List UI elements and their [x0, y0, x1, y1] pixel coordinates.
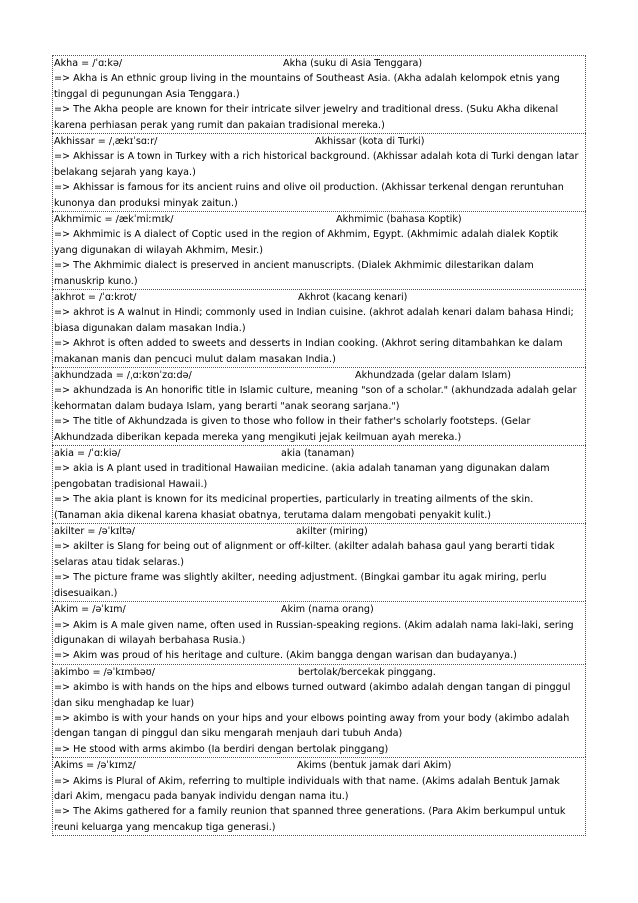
example-line: => Akim is A male given name, often used in Russian-speaking regions. (Akim adalah nama laki-laki, sering: [54, 619, 574, 631]
example-line: manuskrip kuno.): [54, 275, 138, 287]
headword-row: [53, 446, 585, 461]
example-line: belakang sejarah yang kaya.): [54, 166, 196, 178]
example-line: => Akhmimic is A dialect of Coptic used in the region of Akhmim, Egypt. (Akhmimic adalah dialek Koptik: [54, 229, 559, 241]
headword-row: [53, 368, 585, 383]
translation: Akims (bentuk jamak dari Akim): [297, 760, 452, 772]
entry-akhundzada: [52, 367, 586, 445]
translation: Akhrot (kacang kenari): [298, 292, 408, 304]
example-line: dan siku menghadap ke luar): [54, 697, 195, 709]
entry-akhissar: [52, 133, 586, 211]
entry-akim: [52, 601, 586, 664]
headword: akimbo = /əˈkɪmbəʊ/: [54, 666, 155, 678]
translation: Akhissar (kota di Turki): [315, 136, 425, 148]
example-line: kehormatan dalam budaya Islam, yang berarti "anak seorang sarjana."): [54, 400, 400, 412]
example-line: karena perhiasan perak yang rumit dan pakaian tradisional mereka.): [54, 119, 385, 131]
example-line: => He stood with arms akimbo (Ia berdiri dengan bertolak pinggang): [54, 743, 389, 755]
example-line: selaras atau tidak selaras.): [54, 556, 185, 568]
entry-akha: [52, 55, 586, 133]
example-line: => Akims is Plural of Akim, referring to multiple individuals with that name. (Akims adalah Bentuk Jamak: [54, 775, 560, 787]
example-line: disesuaikan.): [54, 587, 118, 599]
example-line: kunonya dan produksi minyak zaitun.): [54, 197, 238, 209]
example-line: => akimbo is with hands on the hips and elbows turned outward (akimbo adalah dengan tangan di pinggul: [54, 682, 571, 694]
headword: Akims = /əˈkɪmz/: [54, 760, 136, 772]
example-line: => The picture frame was slightly akilter, needing adjustment. (Bingkai gambar itu agak miring, perlu: [54, 572, 547, 584]
headword-row: [53, 212, 585, 227]
example-line: => Akhissar is A town in Turkey with a rich historical background. (Akhissar adalah kota di Turki dengan latar: [54, 151, 579, 163]
example-line: => akhundzada is An honorific title in Islamic culture, meaning "son of a scholar." (akhundzada adalah gelar: [54, 385, 577, 397]
example-line: yang digunakan di wilayah Akhmim, Mesir.): [54, 244, 263, 256]
example-line: tinggal di pegunungan Asia Tenggara.): [54, 88, 240, 100]
headword: akia = /ˈɑːkiə/: [54, 448, 121, 460]
headword-row: [53, 758, 585, 773]
example-line: => The Akims gathered for a family reunion that spanned three generations. (Para Akim berkumpul untuk: [54, 806, 566, 818]
example-line: => akimbo is with your hands on your hips and your elbows pointing away from your body (akimbo adalah: [54, 712, 570, 724]
entry-akhrot: [52, 289, 586, 367]
example-line: reuni keluarga yang mencakup tiga generasi.): [54, 821, 276, 833]
headword: akhrot = /ˈɑːkrot/: [54, 292, 137, 304]
translation: bertolak/bercekak pinggang.: [298, 666, 436, 678]
example-line: => Akhrot is often added to sweets and desserts in Indian cooking. (Akhrot sering ditambahkan ke dalam: [54, 338, 563, 350]
example-line: => The akia plant is known for its medicinal properties, particularly in treating ailments of the skin.: [54, 494, 534, 506]
headword-row: [53, 56, 585, 71]
headword: Akha = /ˈɑːkə/: [54, 58, 123, 69]
entry-akia: [52, 445, 586, 523]
headword-row: [53, 665, 585, 680]
translation: Akhundzada (gelar dalam Islam): [355, 370, 512, 382]
entry-akims: [52, 757, 586, 836]
example-line: digunakan di wilayah berbahasa Rusia.): [54, 634, 246, 646]
translation: akia (tanaman): [281, 448, 355, 460]
example-line: dengan tangan di pinggul dan siku mengarah menjauh dari tubuh Anda): [54, 728, 403, 740]
headword: Akim = /əˈkɪm/: [54, 604, 126, 616]
example-line: pengobatan tradisional Hawaii.): [54, 478, 208, 490]
example-line: Akhundzada diberikan kepada mereka yang mengikuti jejak keilmuan ayah mereka.): [54, 431, 462, 443]
example-line: makanan manis dan pencuci mulut dalam masakan India.): [54, 353, 336, 365]
translation: Akha (suku di Asia Tenggara): [283, 58, 423, 69]
headword: akhundzada = /ˌɑːkʊnˈzɑːdə/: [54, 370, 192, 382]
example-line: => akilter is Slang for being out of alignment or off-kilter. (akilter adalah bahasa gaul yang berarti tidak: [54, 541, 555, 553]
example-line: => Akim was proud of his heritage and culture. (Akim bangga dengan warisan dan budayanya.): [54, 650, 517, 662]
example-line: => akhrot is A walnut in Hindi; commonly used in Indian cuisine. (akhrot adalah kenari dalam bahasa Hindi;: [54, 307, 574, 319]
entry-akhmimic: [52, 211, 586, 289]
example-line: => The Akhmimic dialect is preserved in ancient manuscripts. (Dialek Akhmimic dilestarikan dalam: [54, 260, 534, 272]
headword-row: [53, 134, 585, 149]
headword: akilter = /əˈkɪltə/: [54, 526, 135, 538]
headword: Akhmimic = /ækˈmiːmɪk/: [54, 214, 174, 226]
example-line: dari Akim, mengacu pada banyak individu dengan nama itu.): [54, 790, 349, 802]
example-line: => The Akha people are known for their intricate silver jewelry and traditional dress. (Suku Akha dikenal: [54, 104, 559, 116]
example-line: => Akhissar is famous for its ancient ruins and olive oil production. (Akhissar terkenal dengan reruntuhan: [54, 182, 564, 194]
headword: Akhissar = /ˌækɪˈsɑːr/: [54, 136, 158, 148]
translation: Akhmimic (bahasa Koptik): [336, 214, 462, 226]
example-line: (Tanaman akia dikenal karena khasiat obatnya, terutama dalam mengobati penyakit kulit.): [54, 509, 492, 521]
entry-akimbo: [52, 664, 586, 757]
example-line: => Akha is An ethnic group living in the mountains of Southeast Asia. (Akha adalah kelompok etnis yang: [54, 73, 560, 85]
glossary-table: [52, 55, 586, 836]
example-line: biasa digunakan dalam masakan India.): [54, 322, 246, 334]
entry-akilter: [52, 523, 586, 601]
headword-row: [53, 290, 585, 305]
translation: akilter (miring): [296, 526, 368, 538]
example-line: => The title of Akhundzada is given to those who follow in their father's scholarly footsteps. (Gelar: [54, 416, 531, 428]
example-line: => akia is A plant used in traditional Hawaiian medicine. (akia adalah tanaman yang digunakan dalam: [54, 463, 550, 475]
headword-row: [53, 602, 585, 617]
headword-row: [53, 524, 585, 539]
translation: Akim (nama orang): [281, 604, 374, 616]
